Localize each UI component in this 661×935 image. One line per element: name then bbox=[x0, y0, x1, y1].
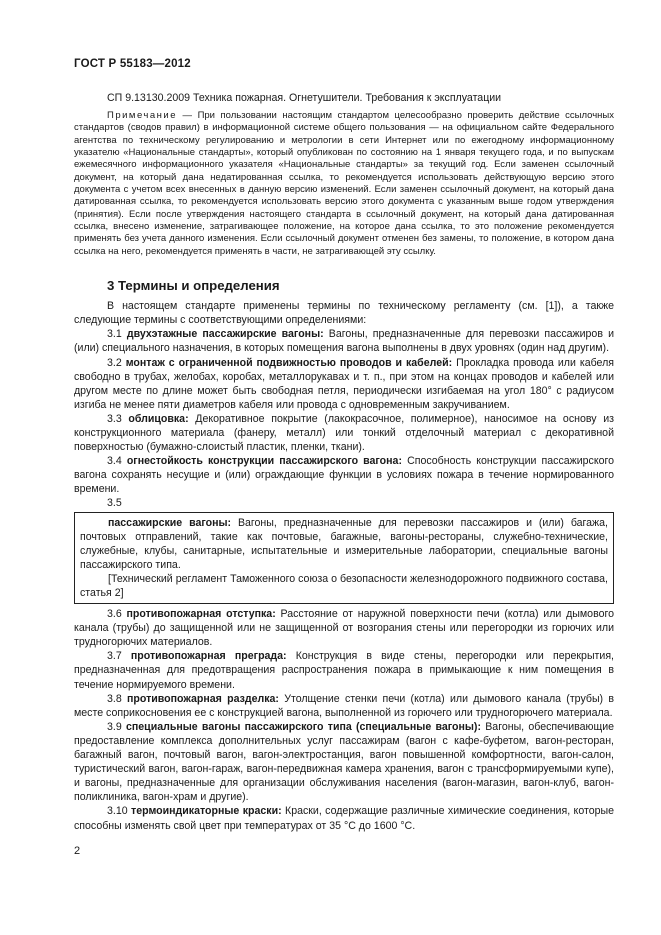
boxed-term-3-5 bbox=[74, 512, 614, 605]
term-name: противопожарная отступка: bbox=[126, 608, 276, 621]
term-definition: Конструкция в виде стены, перегородки или перекрытия, предназначенная для предотвращения распространения пожара в примыкающие к ним помещения в течение нормируемого времени. bbox=[74, 650, 615, 691]
term-name: пассажирские вагоны: bbox=[108, 516, 232, 529]
term-number: 3.3 bbox=[107, 412, 122, 425]
term-number: 3.10 bbox=[107, 805, 128, 818]
term-3-4 bbox=[74, 454, 614, 496]
term-definition: Вагоны, предназначенные для перевозки пассажиров и (или) багажа, почтовых отправлений, такие как почтовые, багажные, вагоны-рестораны, служебно-технические, служебные, клубы, санитарные, испытательные и измерительные лаборатории, специальные вагоны пассажирского типа. bbox=[80, 516, 608, 571]
term-3-2 bbox=[74, 356, 614, 412]
term-definition: Вагоны, предназначенные для перевозки пассажиров и (или) специального назначения, в которых помещения вагона выполнены в двух уровнях (один над другим). bbox=[74, 328, 614, 355]
note-paragraph bbox=[74, 110, 614, 258]
standard-id-header: ГОСТ Р 55183—2012 bbox=[74, 58, 191, 70]
term-definition: Расстояние от наружной поверхности печи (котла) или дымового канала (трубы) до защищенной или не защищенной от возгорания стены или перегородки из горючих или трудногорючих материалов. bbox=[74, 608, 614, 649]
boxed-term-source: [Технический регламент Таможенного союза о безопасности железнодорожного подвижного состава, статья 2] bbox=[80, 572, 608, 599]
term-number: 3.1 bbox=[107, 328, 122, 341]
term-number: 3.6 bbox=[107, 608, 122, 621]
term-name: термоиндикаторные краски: bbox=[131, 805, 282, 818]
term-definition: Утолщение стенки печи (котла) или дымового канала (трубы) в месте соприкосновения ее с конструкцией вагона, выполненной из горючего или трудногорючего материала. bbox=[74, 692, 614, 719]
note-label: Примечание bbox=[107, 110, 177, 121]
term-number: 3.9 bbox=[107, 720, 122, 733]
page-content bbox=[74, 91, 614, 833]
term-3-8 bbox=[74, 692, 614, 720]
reference-line: СП 9.13130.2009 Техника пожарная. Огнетушители. Требования к эксплуатации bbox=[107, 92, 502, 104]
note-text: — При пользовании настоящим стандартом целесообразно проверить действие ссылочных стандартов (сводов правил) в информационной системе общего пользования — на официальном сайте Федерального агентства по техническому регулированию и метрологии в сети Интернет или по ежегодному информационному указателю «Национальные стандарты», который опубликован по состоянию на 1 января текущего года, и по выпускам ежемесячного информационного указателя «Национальные стандарты» за текущий год. Если заменен ссылочный документ, на который дана недатированная ссылка, то рекомендуется использовать действующую версию этого документа с учетом всех внесенных в данную версию изменений. Если заменен ссылочный документ, на который дана датированная ссылка, то рекомендуется использовать версию этого документа с указанным выше годом утверждения (принятия). Если после утверждения настоящего стандарта в ссылочный документ, на который дана датированная ссылка, внесено изменение, затрагивающее положение, на которое дана ссылка, то это положение рекомендуется применять без учета данного изменения. Если ссылочный документ отменен без замены, то положение, в котором дана ссылка на него, рекомендуется применять в части, не затрагивающей эту ссылку. bbox=[74, 110, 614, 257]
term-definition: Декоративное покрытие (лакокрасочное, полимерное), наносимое на основу из конструкционного материала (фанеру, металл) или тонкий отделочный материал с декоративной поверхностью (бумажно-слоистый пластик, пленки, ткани). bbox=[74, 412, 614, 454]
term-name: монтаж с ограниченной подвижностью проводов и кабелей: bbox=[125, 356, 453, 369]
term-name: противопожарная разделка: bbox=[127, 692, 279, 705]
term-name: противопожарная преграда: bbox=[130, 650, 287, 663]
term-number: 3.2 bbox=[107, 356, 122, 369]
term-definition: Прокладка провода или кабеля свободно в трубах, желобах, коробах, металлорукавах и т. п., при этом на концах проводов и кабелей или другом месте по длине может быть свободная петля, периодически изгибаемая на угол 180° с радиусом изгиба не менее пяти диаметров кабеля или провода с одновременным закручиванием. bbox=[74, 356, 615, 411]
term-3-1 bbox=[74, 327, 614, 355]
term-number: 3.4 bbox=[107, 455, 122, 468]
term-3-6 bbox=[74, 607, 614, 649]
term-3-5-number: 3.5 bbox=[107, 497, 122, 510]
term-3-9 bbox=[74, 720, 614, 805]
term-3-3 bbox=[74, 412, 614, 454]
term-number: 3.7 bbox=[107, 650, 122, 663]
term-name: специальные вагоны пассажирского типа (специальные вагоны): bbox=[126, 720, 481, 733]
term-3-10 bbox=[74, 804, 614, 832]
term-3-7 bbox=[74, 649, 614, 691]
section-intro: В настоящем стандарте применены термины по техническому регламенту (см. [1]), а также следующие термины с соответствующими определениями: bbox=[74, 300, 614, 327]
term-definition: Способность конструкции пассажирского вагона сохранять несущие и (или) ограждающие функции в условиях пожара в течение нормированного времени. bbox=[74, 455, 615, 496]
section-title: 3 Термины и определения bbox=[107, 278, 280, 294]
term-name: двухэтажные пассажирские вагоны: bbox=[126, 328, 324, 341]
page-number: 2 bbox=[74, 845, 81, 857]
boxed-term-text bbox=[80, 516, 608, 572]
term-name: огнестойкость конструкции пассажирского вагона: bbox=[126, 455, 402, 468]
term-name: облицовка: bbox=[128, 412, 189, 425]
term-definition: Вагоны, обеспечивающие предоставление комплекса дополнительных услуг пассажирам (вагон с кафе-буфетом, вагон-ресторан, багажный вагон, почтовый вагон, вагон-электростанция, вагон повышенной комфортности, вагон-салон, туристический вагон, вагон-гараж, вагон-передвижная камера хранения, вагон с трансформируемыми купе), и вагоны, предназначенные для организации обслуживания населения (вагон-магазин, вагон-клуб, вагон-поликлиника, вагон-храм и другие). bbox=[74, 720, 614, 804]
term-definition: Краски, содержащие различные химические соединения, которые способны изменять свой цвет при температурах от 35 °С до 1600 °С. bbox=[74, 805, 614, 832]
term-number: 3.8 bbox=[107, 692, 122, 705]
